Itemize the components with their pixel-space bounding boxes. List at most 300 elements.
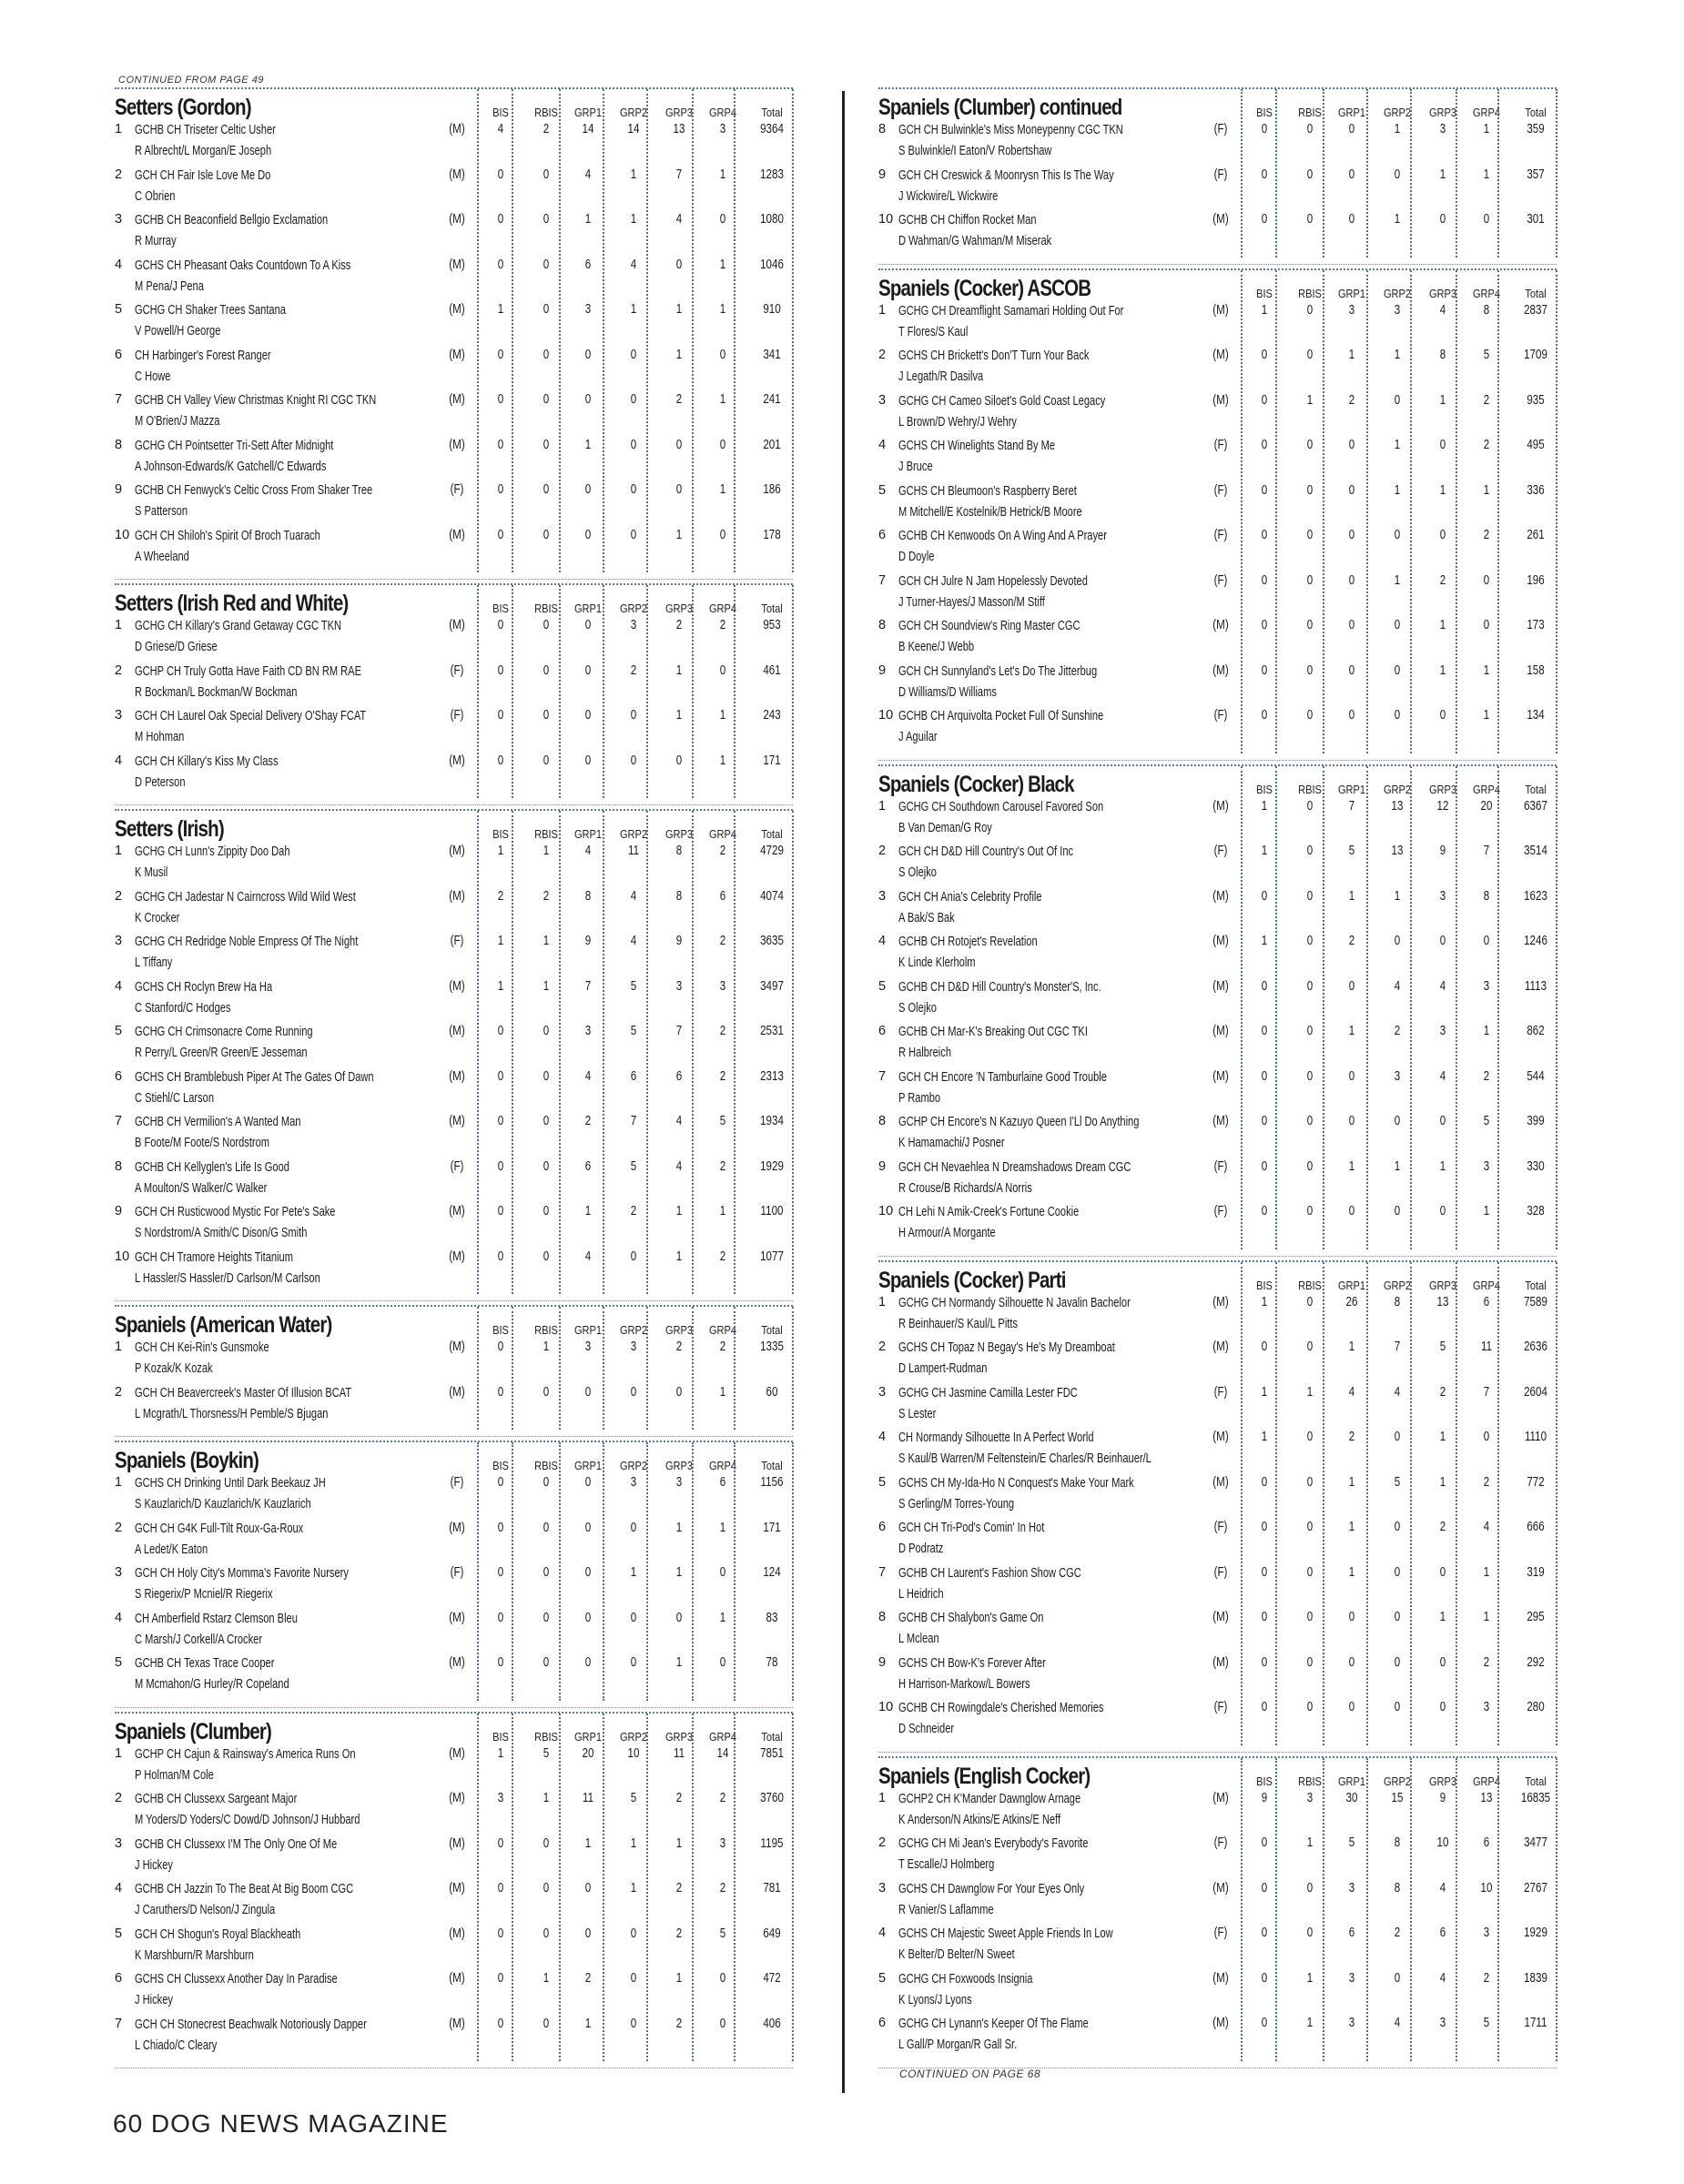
column-header: RBIS [1298, 1774, 1322, 1788]
column-header: BIS [1256, 1278, 1273, 1292]
sex-indicator: (M) [1212, 1610, 1229, 1624]
stat-value: 5 [630, 1024, 637, 1038]
column-rule [1275, 270, 1277, 753]
stat-value: 4 [1439, 1880, 1446, 1896]
dog-name: GCHG CH Crimsonacre Come Running [135, 1024, 313, 1039]
dog-name: GCHB CH Chiffon Rocket Man [898, 212, 1037, 228]
owner-names: H Armour/A Morgante [898, 1225, 996, 1240]
dog-name: GCH CH G4K Full-Tilt Roux-Ga-Roux [135, 1520, 304, 1536]
total-points: 178 [763, 527, 781, 542]
rank-number: 2 [878, 1835, 887, 1850]
owner-names: K Lyons/J Lyons [898, 1991, 972, 2007]
total-points: 935 [1527, 392, 1545, 408]
stat-value: 3 [1306, 1790, 1314, 1805]
column-rule [512, 585, 513, 798]
stat-value: 4 [630, 934, 637, 948]
dog-name: GCHB CH Beaconfield Bellgio Exclamation [135, 212, 329, 228]
dog-name: CH Lehi N Amik-Creek's Fortune Cookie [898, 1204, 1080, 1219]
dog-name: GCHB CH Clussexx Sargeant Major [135, 1791, 298, 1806]
rank-number: 9 [878, 1158, 887, 1174]
stat-value: 0 [1261, 1880, 1268, 1896]
stat-value: 0 [1306, 662, 1314, 678]
stat-value: 0 [630, 708, 637, 723]
stat-value: 0 [497, 212, 504, 227]
stat-value: 3 [1439, 888, 1446, 904]
total-points: 1623 [1524, 888, 1547, 904]
stat-value: 0 [497, 1835, 504, 1851]
stat-value: 0 [1261, 1068, 1268, 1084]
stat-value: 0 [1306, 1474, 1314, 1490]
owner-names: S Olejko [898, 999, 937, 1016]
stat-value: 4 [584, 167, 592, 182]
dog-name: GCHG CH Cameo Siloet's Gold Coast Legacy [898, 392, 1106, 409]
total-points: 292 [1527, 1654, 1545, 1670]
sex-indicator: (M) [1212, 1294, 1229, 1309]
dog-name: GCHG CH Jasmine Camilla Lester FDC [898, 1384, 1078, 1400]
sex-indicator: (M) [449, 257, 465, 272]
sex-indicator: (F) [1213, 167, 1228, 182]
stat-value: 2 [675, 1881, 683, 1896]
sex-indicator: (M) [1212, 978, 1229, 994]
column-rule [1366, 1262, 1368, 1745]
dog-name: GCHB CH Vermilion's A Wanted Man [135, 1114, 301, 1129]
total-points: 495 [1527, 438, 1545, 452]
total-points: 3497 [760, 978, 784, 994]
stat-value: 2 [719, 1791, 726, 1805]
stat-value: 0 [1439, 1204, 1446, 1218]
stat-value: 0 [1261, 167, 1268, 182]
total-points: 83 [766, 1610, 778, 1625]
stat-value: 0 [630, 1249, 637, 1264]
stat-value: 4 [630, 888, 637, 904]
stat-value: 8 [1483, 302, 1490, 318]
column-rule [1456, 766, 1457, 1249]
stat-value: 0 [1439, 212, 1446, 227]
stat-value: 0 [584, 662, 592, 678]
sex-indicator: (M) [449, 347, 465, 362]
owner-names: R Murray [135, 233, 177, 248]
stat-value: 0 [1261, 2016, 1268, 2030]
stat-value: 3 [1348, 2016, 1355, 2030]
rank-number: 5 [878, 1474, 887, 1490]
owner-names: L Mcgrath/L Thorsness/H Pemble/S Bjugan [135, 1405, 329, 1421]
stat-value: 3 [630, 1340, 637, 1354]
column-rule [1275, 1758, 1277, 2061]
column-header: RBIS [534, 1459, 558, 1472]
total-points: 3760 [760, 1791, 784, 1805]
stat-value: 1 [675, 1971, 683, 1986]
stat-value: 0 [1348, 618, 1355, 632]
rank-number: 2 [115, 888, 123, 904]
column-header: BIS [1256, 286, 1273, 300]
stat-value: 3 [675, 978, 683, 994]
stat-value: 1 [1483, 167, 1490, 182]
column-header: Total [761, 827, 783, 841]
total-points: 173 [1527, 618, 1545, 632]
stat-value: 6 [719, 888, 726, 904]
total-points: 1709 [1524, 348, 1547, 362]
stat-value: 9 [584, 934, 592, 948]
stat-value: 2 [630, 662, 637, 678]
stat-value: 1 [1394, 572, 1401, 588]
column-header: GRP1 [1337, 782, 1366, 796]
stat-value: 1 [719, 482, 726, 497]
stat-value: 7 [1483, 844, 1490, 858]
stat-value: 0 [1394, 662, 1401, 678]
stat-value: 0 [1439, 1564, 1446, 1580]
total-points: 399 [1527, 1114, 1545, 1128]
sex-indicator: (M) [449, 1610, 465, 1625]
stat-value: 0 [1261, 1564, 1268, 1580]
stat-value: 0 [584, 618, 592, 632]
stat-value: 14 [716, 1745, 729, 1761]
column-rule [559, 585, 561, 798]
stat-value: 0 [1394, 1204, 1401, 1218]
stat-value: 0 [719, 212, 726, 227]
sex-indicator: (M) [449, 618, 465, 632]
rank-number: 1 [115, 1745, 123, 1761]
column-header: GRP3 [1428, 286, 1457, 300]
dog-name: GCHG CH Normandy Silhouette N Javalin Bachelor [898, 1294, 1131, 1310]
dog-name: CH Normandy Silhouette In A Perfect World [898, 1430, 1094, 1445]
column-rule [646, 1714, 648, 2062]
stat-value: 2 [1394, 1926, 1401, 1940]
total-points: 186 [763, 482, 781, 497]
column-header: RBIS [534, 106, 558, 119]
stat-value: 4 [1394, 1384, 1401, 1400]
stat-value: 0 [1439, 528, 1446, 542]
owner-names: A Bak/S Bak [898, 909, 955, 925]
total-points: 241 [763, 392, 781, 407]
stat-value: 3 [719, 1835, 726, 1851]
column-header: GRP1 [1337, 286, 1366, 300]
stat-value: 1 [1261, 1430, 1268, 1444]
stat-value: 8 [1483, 888, 1490, 904]
column-rule [603, 811, 604, 1294]
stat-value: 0 [497, 1610, 504, 1625]
dog-name: GCH CH Beavercreek's Master Of Illusion BCAT [135, 1384, 352, 1400]
stat-value: 0 [1348, 662, 1355, 678]
stat-value: 8 [1394, 1294, 1401, 1309]
stat-value: 0 [543, 212, 550, 227]
stat-value: 2 [719, 1068, 726, 1084]
stat-value: 0 [1261, 438, 1268, 452]
column-header: GRP4 [708, 602, 737, 615]
rank-number: 4 [878, 1926, 887, 1940]
rank-number: 10 [115, 1249, 130, 1264]
column-rule [1456, 89, 1457, 258]
stat-value: 1 [1394, 888, 1401, 904]
owner-names: C Marsh/J Corkell/A Crocker [135, 1631, 263, 1647]
total-points: 1100 [760, 1204, 784, 1218]
sex-indicator: (M) [449, 888, 465, 904]
stat-value: 2 [584, 1971, 592, 1986]
sex-indicator: (F) [450, 1158, 464, 1174]
owner-names: A Wheeland [135, 548, 189, 564]
dog-name: GCHP CH Cajun & Rainsway's America Runs On [135, 1745, 356, 1762]
column-rule [1366, 270, 1368, 753]
stat-value: 1 [630, 167, 637, 182]
stat-value: 0 [675, 437, 683, 452]
stat-value: 1 [1348, 1158, 1355, 1174]
stat-value: 0 [1261, 392, 1268, 408]
total-points: 330 [1527, 1158, 1545, 1174]
stat-value: 1 [543, 934, 550, 948]
owner-names: A Moulton/S Walker/C Walker [135, 1179, 268, 1196]
total-points: 357 [1527, 167, 1545, 182]
stat-value: 2 [1483, 1970, 1490, 1986]
stat-value: 3 [719, 978, 726, 994]
rank-number: 5 [115, 1926, 123, 1941]
stat-value: 1 [1439, 1474, 1446, 1490]
stat-value: 4 [1439, 1068, 1446, 1084]
stat-value: 1 [630, 1835, 637, 1851]
stat-value: 4 [630, 257, 637, 272]
stat-value: 0 [1348, 1700, 1355, 1714]
column-rule [1556, 1758, 1557, 2061]
column-rule [1366, 89, 1368, 258]
stat-value: 2 [630, 1204, 637, 1218]
stat-value: 1 [719, 753, 726, 768]
stat-value: 0 [1261, 978, 1268, 994]
stat-value: 1 [1348, 1024, 1355, 1038]
owner-names: K Musil [135, 864, 168, 880]
sex-indicator: (M) [449, 1249, 465, 1264]
stat-value: 2 [719, 1024, 726, 1038]
stat-value: 3 [1439, 2016, 1446, 2030]
continued-on-label: CONTINUED ON PAGE 68 [899, 2068, 1041, 2080]
column-rule [477, 1714, 479, 2062]
stat-value: 1 [497, 1745, 504, 1761]
column-rule [792, 585, 794, 798]
stat-value: 0 [1394, 934, 1401, 948]
stat-value: 0 [1348, 167, 1355, 182]
column-rule [1410, 766, 1412, 1249]
stat-value: 2 [719, 934, 726, 948]
stat-value: 1 [1483, 1564, 1490, 1580]
stat-value: 0 [630, 1926, 637, 1941]
total-points: 910 [763, 302, 781, 317]
owner-names: R Bockman/L Bockman/W Bockman [135, 683, 298, 700]
stat-value: 1 [1483, 122, 1490, 136]
owner-names: B Keene/J Webb [898, 639, 975, 654]
total-points: 7589 [1524, 1294, 1547, 1309]
column-header: GRP4 [708, 1459, 737, 1472]
stat-value: 14 [627, 122, 640, 136]
column-header: GRP1 [573, 1729, 603, 1744]
stat-value: 1 [1439, 1610, 1446, 1624]
stat-value: 10 [627, 1745, 640, 1761]
stat-value: 5 [1483, 2016, 1490, 2030]
stat-value: 1 [584, 1204, 592, 1218]
sex-indicator: (M) [1212, 1880, 1229, 1896]
stat-value: 2 [1483, 1068, 1490, 1084]
stat-value: 7 [1348, 798, 1355, 814]
owner-names: R Perry/L Green/R Green/E Jesseman [135, 1045, 308, 1060]
total-points: 243 [763, 708, 781, 723]
stat-value: 1 [1348, 1564, 1355, 1580]
owner-names: R Beinhauer/S Kaul/L Pitts [898, 1315, 1019, 1331]
stat-value: 1 [1394, 212, 1401, 227]
stat-value: 0 [1348, 212, 1355, 227]
total-points: 1246 [1524, 934, 1547, 948]
column-header: GRP1 [573, 1459, 603, 1472]
stat-value: 2 [1439, 1520, 1446, 1534]
stat-value: 2 [675, 1791, 683, 1805]
sex-indicator: (M) [449, 1881, 465, 1896]
stat-value: 0 [1261, 1204, 1268, 1218]
owner-names: S Riegerix/P Mcniel/R Riegerix [135, 1586, 273, 1602]
total-points: 1839 [1524, 1970, 1547, 1986]
total-points: 3514 [1524, 844, 1547, 858]
stat-value: 0 [497, 167, 504, 182]
rank-number: 10 [878, 1700, 894, 1714]
section-title: Setters (Gordon) [115, 95, 251, 120]
stat-value: 0 [497, 257, 504, 272]
owner-names: M Yoders/D Yoders/C Dowd/D Johnson/J Hubbard [135, 1812, 360, 1827]
column-rule [792, 1307, 794, 1430]
column-rule [1323, 766, 1324, 1249]
stat-value: 5 [1483, 348, 1490, 362]
stat-value: 11 [627, 844, 640, 858]
stat-value: 2 [1348, 934, 1355, 948]
column-rule [1556, 270, 1557, 753]
stat-value: 7 [675, 1024, 683, 1038]
dog-name: GCHS CH Drinking Until Dark Beekauz JH [135, 1475, 326, 1491]
stat-value: 1 [543, 978, 550, 994]
stat-value: 1 [1439, 618, 1446, 632]
stat-value: 4 [675, 212, 683, 227]
stat-value: 4 [1439, 978, 1446, 994]
stat-value: 3 [675, 1475, 683, 1490]
stat-value: 0 [497, 1068, 504, 1084]
column-rule [692, 1442, 694, 1701]
owner-names: J Legath/R Dasilva [898, 369, 984, 384]
column-header: RBIS [534, 1323, 558, 1337]
stat-value: 0 [1306, 1068, 1314, 1084]
stat-value: 7 [584, 978, 592, 994]
stat-value: 0 [1261, 1340, 1268, 1354]
sex-indicator: (M) [449, 212, 465, 227]
stat-value: 1 [497, 934, 504, 948]
stat-value: 8 [1439, 348, 1446, 362]
stat-value: 0 [1439, 438, 1446, 452]
stat-value: 3 [584, 1024, 592, 1038]
breed-section [878, 1756, 1557, 2061]
stat-value: 4 [1439, 1970, 1446, 1986]
column-rule [1241, 766, 1243, 1249]
sex-indicator: (F) [1213, 844, 1228, 858]
stat-value: 0 [1394, 167, 1401, 182]
rank-number: 1 [115, 1340, 123, 1354]
stat-value: 9 [1439, 1790, 1446, 1805]
stat-value: 1 [675, 302, 683, 317]
rank-number: 8 [115, 1158, 123, 1174]
stat-value: 0 [1439, 1114, 1446, 1128]
column-header: GRP2 [619, 602, 648, 615]
column-header: BIS [492, 827, 509, 841]
stat-value: 0 [584, 1610, 592, 1625]
sex-indicator: (M) [449, 2016, 465, 2031]
sex-indicator: (F) [1213, 1926, 1228, 1940]
dog-name: GCHS CH Majestic Sweet Apple Friends In Low [898, 1926, 1113, 1941]
sex-indicator: (M) [1212, 2016, 1229, 2030]
stat-value: 0 [543, 1881, 550, 1896]
column-rule [792, 1442, 794, 1701]
section-title: Spaniels (Cocker) Black [878, 771, 1074, 797]
stat-value: 1 [675, 708, 683, 723]
stat-value: 2 [497, 888, 504, 904]
sex-indicator: (F) [1213, 482, 1228, 498]
stat-value: 26 [1345, 1294, 1358, 1309]
stat-value: 0 [630, 753, 637, 768]
owner-names: J Turner-Hayes/J Masson/M Stiff [898, 593, 1045, 610]
column-rule [1241, 89, 1243, 258]
stat-value: 1 [1348, 888, 1355, 904]
rank-number: 5 [878, 978, 887, 994]
stat-value: 2 [719, 1881, 726, 1896]
total-points: 16835 [1520, 1790, 1551, 1805]
stat-value: 0 [497, 1158, 504, 1174]
stat-value: 0 [1261, 1610, 1268, 1624]
stat-value: 1 [1348, 1340, 1355, 1354]
stat-value: 0 [675, 753, 683, 768]
stat-value: 0 [497, 1384, 504, 1400]
stat-value: 0 [1348, 1204, 1355, 1218]
stat-value: 0 [497, 1520, 504, 1535]
column-header: GRP4 [708, 1323, 737, 1337]
stat-value: 1 [675, 1204, 683, 1218]
stat-value: 0 [543, 527, 550, 542]
stat-value: 0 [584, 392, 592, 407]
dog-name: GCHG CH Southdown Carousel Favored Son [898, 798, 1104, 814]
stat-value: 2 [675, 1340, 683, 1354]
column-rule [1556, 1262, 1557, 1745]
rank-number: 7 [878, 1564, 887, 1580]
dog-name: GCH CH Rusticwood Mystic For Pete's Sake [135, 1204, 336, 1219]
stat-value: 2 [1483, 528, 1490, 542]
dog-name: GCHP2 CH K'Mander Dawnglow Arnage [898, 1790, 1081, 1806]
column-header: GRP4 [708, 1729, 737, 1744]
stat-value: 0 [584, 753, 592, 768]
rank-number: 1 [878, 798, 887, 814]
column-header: GRP2 [619, 1729, 648, 1744]
column-rule [734, 585, 735, 798]
dog-name: GCHG CH Mi Jean's Everybody's Favorite [898, 1835, 1089, 1851]
owner-names: K Crocker [135, 909, 180, 925]
stat-value: 2 [719, 1158, 726, 1174]
total-points: 1110 [1524, 1430, 1547, 1444]
owner-names: L Gall/P Morgan/R Gall Sr. [898, 2037, 1018, 2052]
stat-value: 0 [1348, 572, 1355, 588]
total-points: 1283 [760, 167, 784, 182]
owner-names: A Johnson-Edwards/K Gatchell/C Edwards [135, 458, 327, 474]
sex-indicator: (M) [449, 1791, 465, 1805]
owner-names: B Van Deman/G Roy [898, 819, 992, 835]
stat-value: 9 [1261, 1790, 1268, 1805]
dog-name: GCH CH Sunnyland's Let's Do The Jitterbug [898, 662, 1098, 679]
column-rule [1410, 270, 1412, 753]
rank-number: 3 [115, 212, 123, 227]
dog-name: GCH CH Stonecrest Beachwalk Notoriously Dapper [135, 2016, 367, 2032]
stat-value: 0 [497, 1565, 504, 1580]
stat-value: 0 [1261, 1114, 1268, 1128]
rank-number: 5 [878, 1970, 887, 1986]
stat-value: 1 [1483, 1024, 1490, 1038]
owner-names: M Mitchell/E Kostelnik/B Hetrick/B Moore [898, 503, 1082, 520]
column-rule [1366, 1758, 1368, 2061]
dog-name: GCHB CH Shalybon's Game On [898, 1610, 1044, 1625]
